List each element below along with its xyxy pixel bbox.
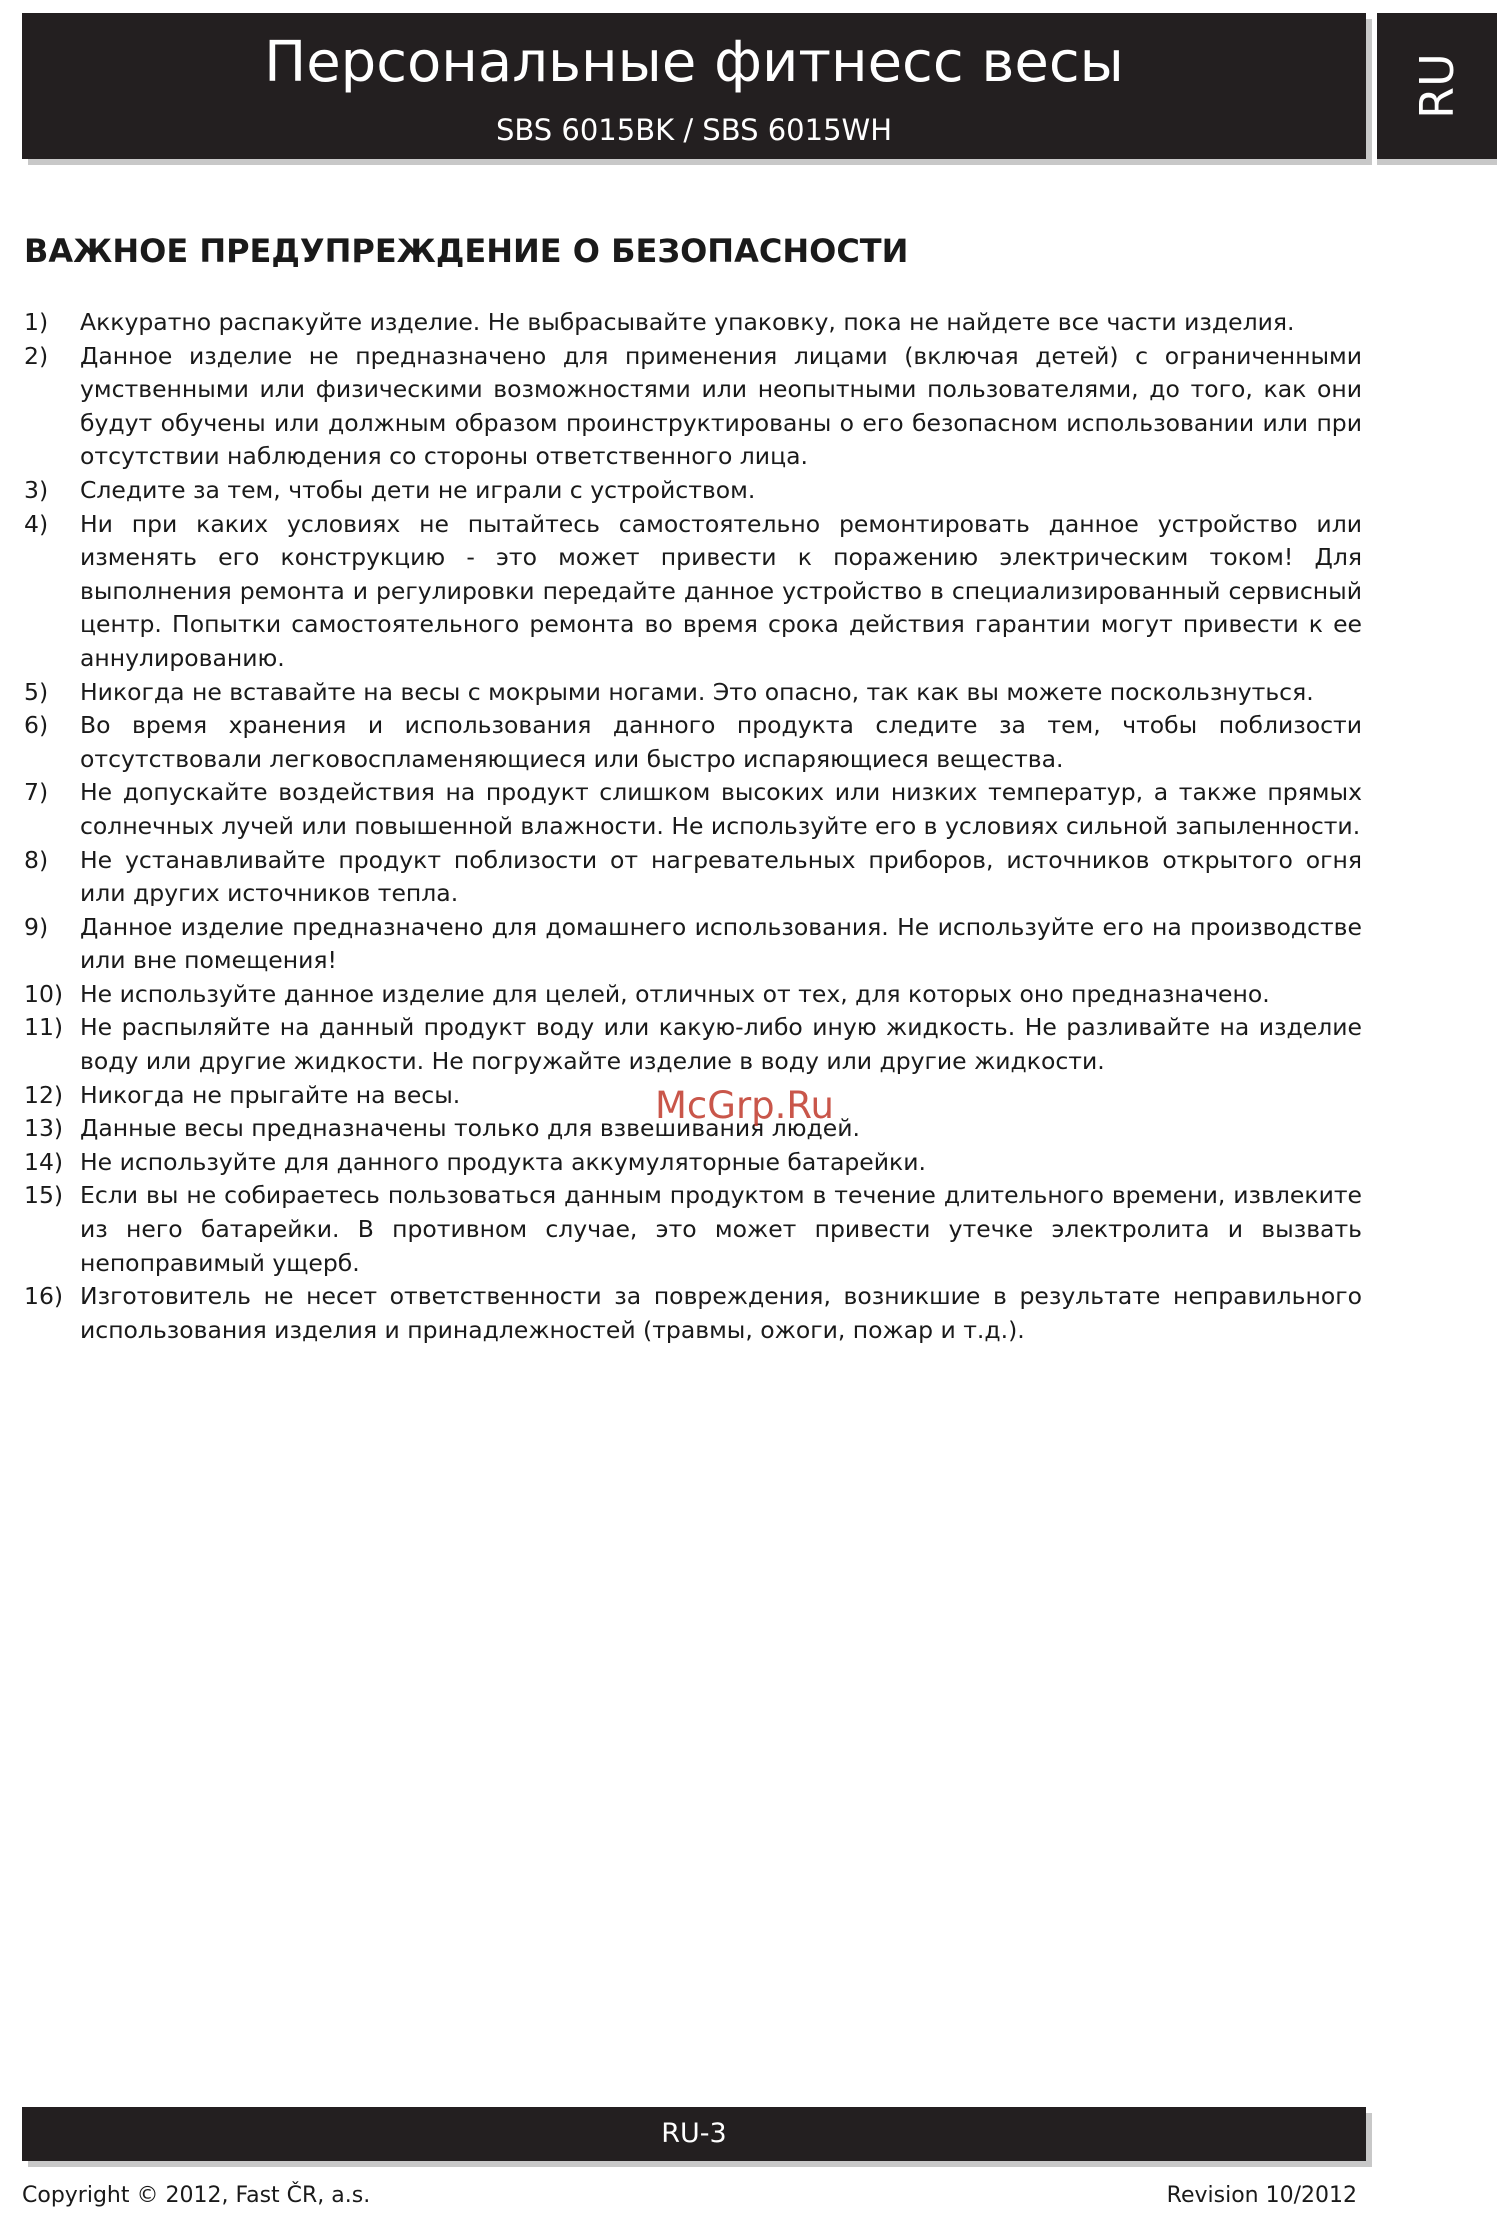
item-number: 12) bbox=[24, 1080, 64, 1109]
item-number: 10) bbox=[24, 979, 64, 1008]
footer-bar bbox=[22, 2107, 1366, 2161]
item-text: Данное изделие предназначено для домашнего использования. Не используйте его на производстве или вне помещения! bbox=[80, 912, 1362, 975]
item-text: Ни при каких условиях не пытайтесь самостоятельно ремонтировать данное устройство или изменять его конструкцию - это может привести к поражению электрическим током! Для выполнения ремонта и регулировки передайте данное устройство в специализированный сервисный центр. Попытки самостоятельного ремонта во время срока действия гарантии могут привести к ее аннулированию. bbox=[80, 509, 1362, 672]
item-text: Если вы не собираетесь пользоваться данным продуктом в течение длительного времени, извлеките из него батарейки. В противном случае, это может привести утечке электролита и вызвать непоправимый ущерб. bbox=[80, 1181, 1362, 1277]
header-bar bbox=[22, 13, 1366, 159]
item-number: 8) bbox=[24, 845, 49, 874]
list-item bbox=[24, 911, 1362, 978]
item-number: 14) bbox=[24, 1147, 64, 1176]
list-item bbox=[24, 508, 1362, 676]
list-item bbox=[24, 978, 1362, 1012]
list-item bbox=[24, 1146, 1362, 1180]
section-heading: ВАЖНОЕ ПРЕДУПРЕЖДЕНИЕ О БЕЗОПАСНОСТИ bbox=[24, 232, 909, 270]
item-text: Не используйте для данного продукта аккумуляторные батарейки. bbox=[80, 1147, 926, 1176]
list-item bbox=[24, 709, 1362, 776]
item-number: 6) bbox=[24, 711, 49, 740]
item-text: Аккуратно распакуйте изделие. Не выбрасывайте упаковку, пока не найдете все части изделия. bbox=[80, 308, 1295, 336]
item-text: Изготовитель не несет ответственности за повреждения, возникшие в результате неправильного использования изделия и принадлежностей (травмы, ожоги, пожар и т.д.). bbox=[80, 1282, 1362, 1344]
item-number: 13) bbox=[24, 1114, 64, 1143]
copyright-notice: Copyright © 2012, Fast ČR, a.s. bbox=[22, 2183, 371, 2208]
item-number: 15) bbox=[24, 1181, 64, 1210]
item-text: Не допускайте воздействия на продукт слишком высоких или низких температур, а также прямых солнечных лучей или повышенной влажности. Не используйте его в условиях сильной запыленности. bbox=[80, 778, 1362, 840]
item-text: Данное изделие не предназначено для применения лицами (включая детей) с ограниченными умственными или физическими возможностями или неопытными пользователями, до того, как они будут обучены или должным образом проинструктированы о его безопасном использовании или при отсутствии наблюдения со стороны ответственного лица. bbox=[80, 341, 1362, 471]
item-number: 9) bbox=[24, 912, 49, 941]
list-item bbox=[24, 1280, 1362, 1347]
model-subtitle: SBS 6015BK / SBS 6015WH bbox=[495, 113, 893, 147]
list-item bbox=[24, 676, 1362, 710]
item-text: Не используйте данное изделие для целей, отличных от тех, для которых оно предназначено. bbox=[80, 979, 1270, 1008]
list-item bbox=[24, 1179, 1362, 1280]
language-tab bbox=[1377, 13, 1497, 159]
watermark: McGrp.Ru bbox=[655, 1084, 834, 1127]
revision-label: Revision 10/2012 bbox=[1166, 2183, 1357, 2208]
item-number: 11) bbox=[24, 1013, 64, 1042]
document-title: Персональные фитнесс весы bbox=[264, 30, 1124, 95]
item-number: 4) bbox=[24, 509, 49, 538]
item-text: Никогда не прыгайте на весы. bbox=[80, 1080, 461, 1109]
item-text: Не распыляйте на данный продукт воду или какую-либо иную жидкость. Не разливайте на изделие воду или другие жидкости. Не погружайте изделие в воду или другие жидкости. bbox=[80, 1013, 1362, 1076]
list-item bbox=[24, 474, 1362, 508]
list-item bbox=[24, 306, 1362, 340]
list-item bbox=[24, 776, 1362, 843]
item-text: Во время хранения и использования данного продукта следите за тем, чтобы поблизости отсутствовали легковоспламеняющиеся или быстро испаряющиеся вещества. bbox=[80, 711, 1362, 773]
item-number: 3) bbox=[24, 475, 49, 504]
list-item bbox=[24, 1011, 1362, 1078]
item-number: 1) bbox=[24, 308, 49, 336]
item-number: 16) bbox=[24, 1282, 64, 1311]
item-text: Следите за тем, чтобы дети не играли с устройством. bbox=[80, 475, 756, 504]
safety-list bbox=[24, 306, 1362, 1347]
list-item bbox=[24, 844, 1362, 911]
item-text: Данные весы предназначены только для взвешивания людей. bbox=[80, 1114, 860, 1143]
item-number: 7) bbox=[24, 778, 49, 807]
language-tab-label: RU bbox=[1410, 53, 1464, 119]
item-text: Не устанавливайте продукт поблизости от нагревательных приборов, источников открытого огня или других источников тепла. bbox=[80, 845, 1362, 908]
item-text: Никогда не вставайте на весы с мокрыми ногами. Это опасно, так как вы можете поскользнуться. bbox=[80, 677, 1314, 706]
item-number: 5) bbox=[24, 677, 49, 706]
page-number: RU-3 bbox=[661, 2118, 727, 2149]
item-number: 2) bbox=[24, 341, 49, 370]
list-item bbox=[24, 340, 1362, 474]
